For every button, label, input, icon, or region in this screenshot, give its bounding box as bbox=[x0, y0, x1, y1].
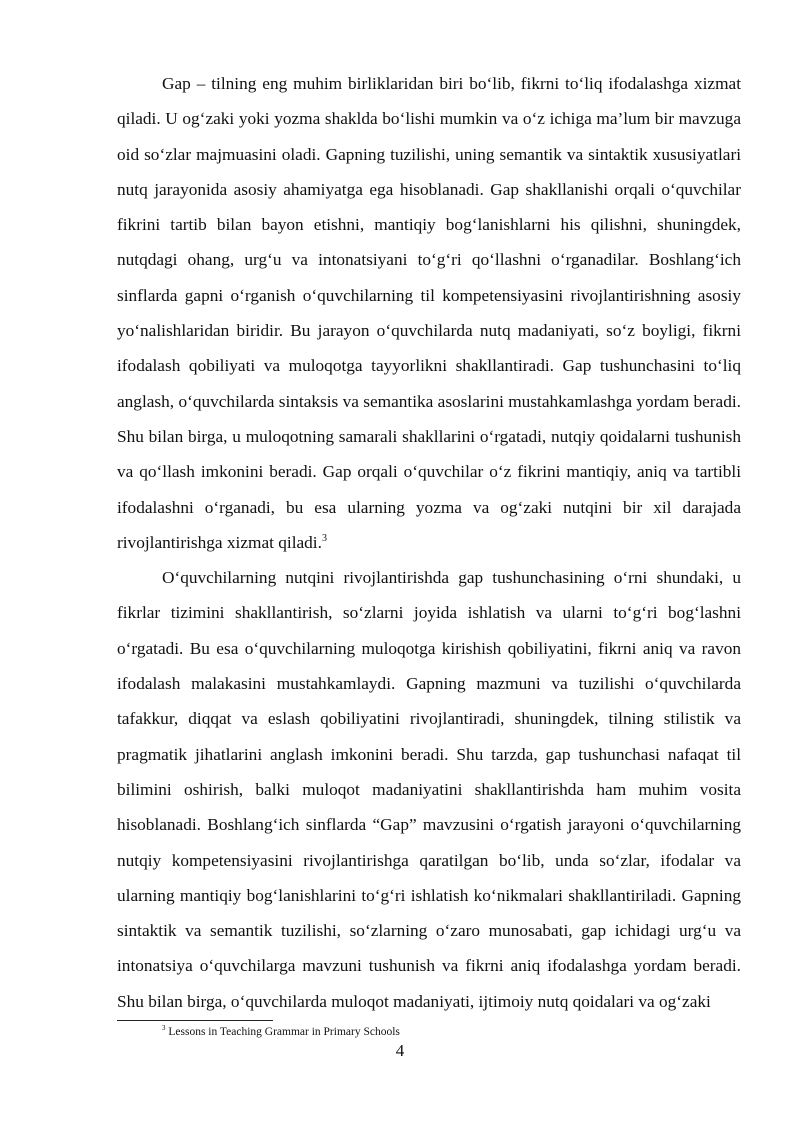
footnote-number: 3 bbox=[162, 1024, 166, 1033]
footnote bbox=[162, 1025, 400, 1039]
footnote-text: Lessons in Teaching Grammar in Primary Schools bbox=[168, 1026, 400, 1038]
body-text bbox=[117, 66, 741, 1019]
paragraph-2-text: O‘quvchilarning nutqini rivojlantirishda gap tushunchasining o‘rni shundaki, u fikrlar tizimini shakllantirish, so‘zlarni joyida ishlatish va ularni to‘g‘ri bog‘lashni o‘rgatadi. Bu esa o‘quvchilarning muloqotga kirishish qobiliyatini, fikrni aniq va ravon ifodalash malakasini mustahkamlaydi. Gapning mazmuni va tuzilishi o‘quvchilarda tafakkur, diqqat va eslash qobiliyatini rivojlantiradi, shuningdek, tilning stilistik va pragmatik jihatlarini anglash imkonini beradi. Shu tarzda, gap tushunchasi nafaqat til bilimini oshirish, balki muloqot madaniyatini shakllantirishda ham muhim vosita hisoblanadi. Boshlang‘ich sinflarda “Gap” mavzusini o‘rgatish jarayoni o‘quvchilarning nutqiy kompetensiyasini rivojlantirishga qaratilgan bo‘lib, unda so‘zlar, ifodalar va ularning mantiqiy bog‘lanishlarini to‘g‘ri ishlatish ko‘nikmalari shakllantiriladi. Gapning sintaktik va semantik tuzilishi, so‘zlarning o‘zaro munosabati, gap ichidagi urg‘u va intonatsiya o‘quvchilarga mavzuni tushunish va fikrni aniq ifodalashga yordam beradi. Shu bilan birga, o‘quvchilarda muloqot madaniyati, ijtimoiy nutq qoidalari va og‘zaki bbox=[117, 568, 741, 1011]
footnote-separator bbox=[117, 1020, 273, 1021]
paragraph-1-text: Gap – tilning eng muhim birliklaridan biri bo‘lib, fikrni to‘liq ifodalashga xizmat qiladi. U og‘zaki yoki yozma shaklda bo‘lishi mumkin va o‘z ichiga ma’lum bir mavzuga oid so‘zlar majmuasini oladi. Gapning tuzilishi, uning semantik va sintaktik xususiyatlari nutq jarayonida asosiy ahamiyatga ega hisoblanadi. Gap shakllanishi orqali o‘quvchilar fikrini tartib bilan bayon etishni, mantiqiy bog‘lanishlarni his qilishni, shuningdek, nutqdagi ohang, urg‘u va intonatsiyani to‘g‘ri qo‘llashni o‘rganadilar. Boshlang‘ich sinflarda gapni o‘rganish o‘quvchilarning til kompetensiyasini rivojlantirishning asosiy yo‘nalishlaridan biridir. Bu jarayon o‘quvchilarda nutq madaniyati, so‘z boyligi, fikrni ifodalash qobiliyati va muloqotga tayyorlikni shakllantiradi. Gap tushunchasini to‘liq anglash, o‘quvchilarda sintaksis va semantika asoslarini mustahkamlashga yordam beradi. Shu bilan birga, u muloqotning samarali shakllarini o‘rgatadi, nutqiy qoidalarni tushunish va qo‘llash imkonini beradi. Gap orqali o‘quvchilar o‘z fikrini mantiqiy, aniq va tartibli ifodalashni o‘rganadi, bu esa ularning yozma va og‘zaki nutqini bir xil darajada rivojlantirishga xizmat qiladi. bbox=[117, 74, 741, 552]
page-number: 4 bbox=[395, 1041, 405, 1060]
footnote-reference: 3 bbox=[321, 533, 327, 545]
paragraph-1 bbox=[117, 66, 741, 560]
paragraph-2 bbox=[117, 560, 741, 1019]
